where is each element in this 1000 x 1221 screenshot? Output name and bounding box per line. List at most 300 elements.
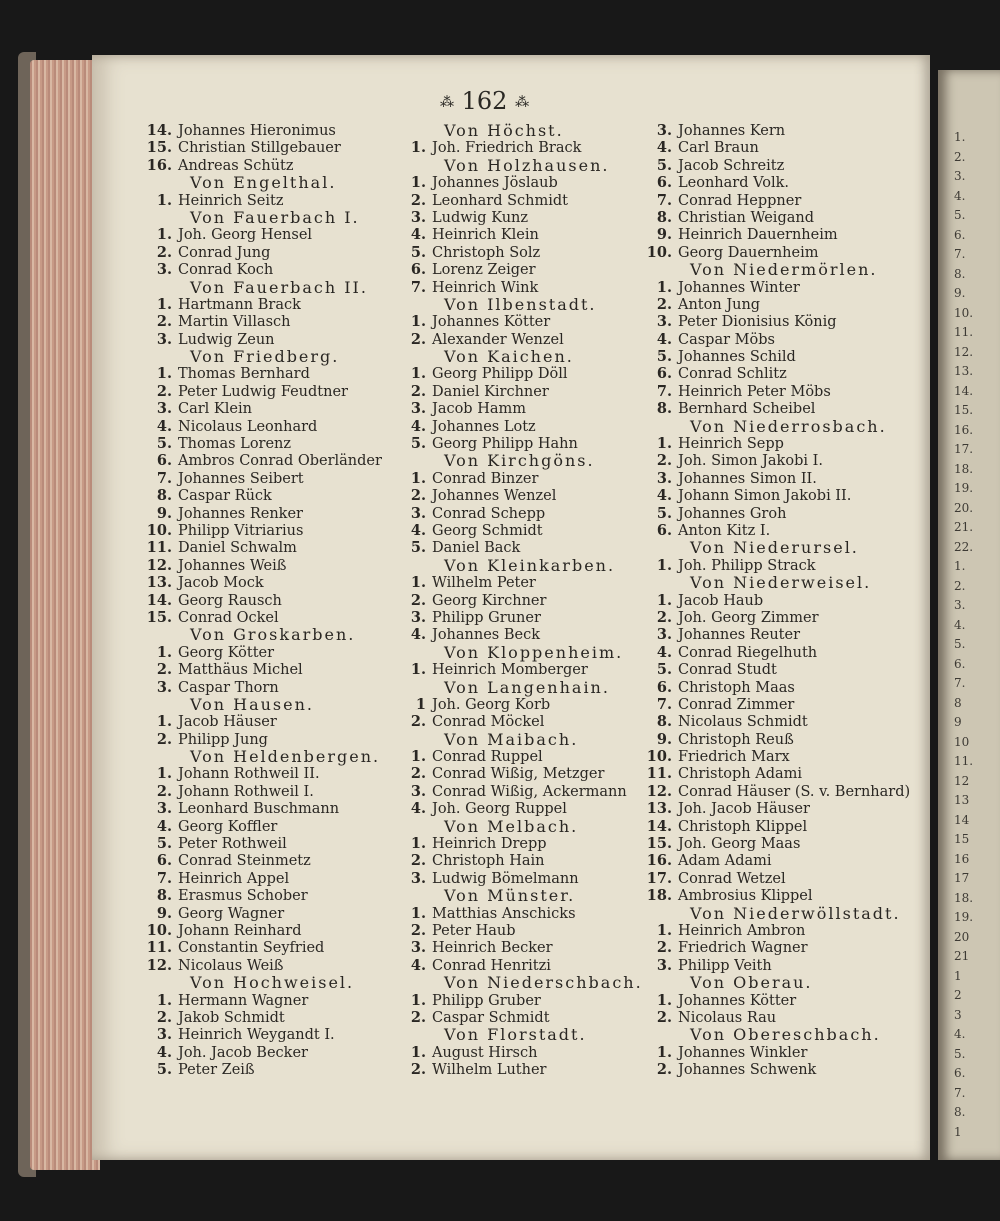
name-entry [142, 922, 382, 939]
entry-name: Johann Rothweil II. [178, 766, 320, 783]
entry-name: Johannes Kötter [432, 314, 551, 331]
next-page-number: 1 [954, 1124, 962, 1139]
next-page-number: 2. [954, 578, 966, 593]
entry-number: 1. [410, 174, 426, 192]
name-entry [142, 661, 382, 678]
next-page-number: 21. [954, 520, 974, 534]
entry-number: 6. [656, 174, 672, 192]
entry-number: 16. [146, 156, 172, 174]
name-entry [142, 592, 382, 609]
entry-number: 8. [156, 487, 172, 505]
entry-name: Heinrich Drepp [432, 836, 547, 853]
name-entry [142, 870, 382, 887]
entry-name: Heinrich Appel [178, 870, 290, 887]
entry-name: Ambrosius Klippel [678, 888, 813, 905]
entry-number: 2. [156, 243, 172, 261]
entry-number: 2. [156, 730, 172, 748]
column-2 [396, 122, 643, 1078]
entry-number: 1. [156, 191, 172, 209]
entry-name: Alexander Wenzel [432, 331, 564, 348]
next-page-number: 11. [954, 754, 974, 768]
entry-number: 6. [656, 365, 672, 383]
entry-number: 3. [410, 608, 426, 626]
entry-name: Martin Villasch [178, 314, 291, 331]
name-entry [142, 522, 382, 539]
entry-name: Ludwig Zeun [178, 331, 275, 348]
entry-name: Heinrich Peter Möbs [678, 383, 831, 400]
entry-number: 2. [656, 939, 672, 957]
name-entry [396, 331, 643, 348]
entry-number: 8. [156, 887, 172, 905]
entry-name: Jacob Haub [678, 592, 764, 609]
entry-name: Johannes Lotz [432, 418, 536, 435]
entry-number: 4. [410, 226, 426, 244]
entry-number: 14. [146, 122, 172, 139]
name-entry [396, 939, 643, 956]
entry-name: Conrad Möckel [432, 714, 545, 731]
entry-number: 6. [656, 521, 672, 539]
name-entry [142, 365, 382, 382]
entry-number: 5. [156, 835, 172, 853]
name-entry [396, 418, 643, 435]
name-entry [642, 992, 910, 1009]
next-page-number: 12. [954, 344, 974, 359]
entry-number: 2. [156, 782, 172, 800]
place-heading: Von Langenhain. [444, 677, 610, 697]
next-page-number: 4. [954, 188, 966, 203]
entry-number: 5. [410, 539, 426, 557]
next-page-fragment [938, 70, 1000, 1160]
entry-number: 7. [656, 191, 672, 209]
entry-name: Georg Kötter [178, 644, 275, 661]
entry-number: 4. [656, 139, 672, 157]
entry-name: Joh. Georg Maas [678, 836, 801, 853]
entry-number: 1. [410, 469, 426, 487]
name-entry [396, 574, 643, 591]
entry-number: 4. [156, 817, 172, 835]
entry-name: Nicolaus Weiß [178, 957, 284, 974]
place-heading: Von Kloppenheim. [444, 642, 624, 662]
entry-name: Heinrich Ambron [678, 922, 806, 939]
name-entry [396, 748, 643, 765]
entry-number: 1. [410, 748, 426, 766]
entry-name: Conrad Riegelhuth [678, 644, 818, 661]
entry-name: Joh. Philipp Strack [678, 557, 816, 574]
name-entry [396, 992, 643, 1009]
name-entry [142, 400, 382, 417]
name-entry [642, 244, 910, 261]
entry-name: Georg Rausch [178, 592, 282, 609]
entry-name: Conrad Jung [178, 244, 271, 261]
entry-number: 2. [410, 713, 426, 731]
next-page-number: 17. [954, 442, 974, 456]
entry-number: 1. [656, 435, 672, 453]
entry-number: 2. [156, 382, 172, 400]
entry-name: Philipp Gruner [432, 609, 541, 626]
entry-number: 3. [410, 504, 426, 522]
name-entry [642, 783, 910, 800]
name-entry [396, 470, 643, 487]
entry-number: 15. [646, 835, 672, 853]
entry-number: 11. [146, 939, 172, 957]
entry-name: Daniel Schwalm [178, 540, 297, 557]
place-heading: Von Florstadt. [444, 1025, 587, 1045]
next-page-number: 13. [954, 364, 974, 378]
entry-number: 3. [156, 330, 172, 348]
entry-name: Thomas Lorenz [178, 436, 292, 453]
name-entry [642, 731, 910, 748]
next-page-number: 1. [954, 559, 966, 573]
name-entry [642, 922, 910, 939]
entry-number: 4. [410, 521, 426, 539]
entry-number: 4. [656, 643, 672, 661]
entry-number: 2. [656, 608, 672, 626]
next-page-number: 17 [954, 871, 970, 885]
name-entry [642, 939, 910, 956]
name-entry [142, 609, 382, 626]
entry-number: 2. [410, 382, 426, 400]
name-entry [642, 592, 910, 609]
name-entry [396, 592, 643, 609]
entry-name: Georg Dauernheim [678, 244, 819, 261]
entry-number: 16. [646, 852, 672, 870]
place-heading: Von Holzhausen. [444, 155, 610, 175]
name-entry [396, 226, 643, 243]
entry-number: 4. [656, 330, 672, 348]
entry-name: Georg Kirchner [432, 592, 547, 609]
entry-name: Jacob Häuser [178, 714, 277, 731]
entry-number: 2. [410, 1008, 426, 1026]
entry-number: 2. [656, 1008, 672, 1026]
entry-name: Caspar Rück [178, 488, 272, 505]
name-entry [642, 748, 910, 765]
name-entry [642, 383, 910, 400]
entry-number: 1. [656, 278, 672, 296]
entry-name: Johann Simon Jakobi II. [678, 488, 852, 505]
entry-name: Carl Klein [178, 401, 252, 418]
name-entry [642, 557, 910, 574]
name-entry [642, 122, 910, 139]
name-entry [642, 400, 910, 417]
entry-number: 1. [410, 313, 426, 331]
entry-number: 2. [156, 1008, 172, 1026]
entry-name: Heinrich Becker [432, 940, 553, 957]
next-page-number: 6. [954, 656, 966, 671]
name-entry [396, 244, 643, 261]
entry-number: 8. [656, 713, 672, 731]
entry-number: 11. [146, 539, 172, 557]
next-page-number: 6. [954, 1066, 966, 1080]
place-heading: Von Maibach. [444, 729, 579, 749]
name-entry [642, 661, 910, 678]
place-heading: Von Fauerbach II. [190, 277, 368, 297]
place-heading: Von Münster. [444, 886, 576, 906]
name-entry [142, 992, 382, 1009]
entry-name: Anton Kitz I. [678, 522, 771, 539]
entry-name: Matthias Anschicks [432, 905, 576, 922]
name-entry [642, 331, 910, 348]
entry-name: Nicolaus Schmidt [678, 714, 808, 731]
place-heading: Von Kleinkarben. [444, 555, 616, 575]
entry-number: 1. [410, 991, 426, 1009]
name-entry [142, 1009, 382, 1026]
entry-number: 1. [156, 991, 172, 1009]
name-entry [396, 539, 643, 556]
entry-number: 4. [156, 417, 172, 435]
next-page-number: 16. [954, 422, 974, 437]
entry-name: Andreas Schütz [178, 157, 294, 174]
entry-name: Peter Zeiß [178, 1062, 255, 1079]
name-entry [642, 279, 910, 296]
column-3 [642, 122, 910, 1078]
entry-name: Daniel Kirchner [432, 383, 549, 400]
name-entry [396, 626, 643, 643]
entry-name: Johannes Seibert [178, 470, 304, 487]
place-heading: Von Kaichen. [444, 347, 574, 367]
entry-number: 5. [156, 1061, 172, 1079]
entry-number: 7. [156, 469, 172, 487]
entry-number: 14. [146, 591, 172, 609]
name-entry [142, 244, 382, 261]
entry-name: Ludwig Bömelmann [432, 870, 579, 887]
place-heading: Von Ilbenstadt. [444, 294, 597, 314]
entry-number: 2. [156, 313, 172, 331]
name-entry [642, 365, 910, 382]
entry-name: Georg Wagner [178, 905, 285, 922]
entry-name: Peter Ludwig Feudtner [178, 383, 348, 400]
name-entry [142, 261, 382, 278]
name-entry [142, 713, 382, 730]
next-page-number: 3. [954, 598, 966, 612]
next-page-number: 14 [954, 812, 970, 827]
entry-name: Heinrich Sepp [678, 436, 784, 453]
entry-name: Wilhelm Luther [432, 1062, 547, 1079]
name-entry [142, 418, 382, 435]
entry-number: 10. [646, 748, 672, 766]
entry-name: Leonhard Buschmann [178, 801, 340, 818]
name-entry [396, 713, 643, 730]
name-entry [142, 435, 382, 452]
entry-number: 13. [646, 800, 672, 818]
name-entry [396, 435, 643, 452]
entry-name: Thomas Bernhard [178, 366, 310, 383]
entry-name: Friedrich Marx [678, 749, 790, 766]
name-entry [142, 313, 382, 330]
entry-number: 9. [156, 904, 172, 922]
entry-number: 4. [410, 626, 426, 644]
entry-name: Jakob Schmidt [178, 1009, 285, 1026]
entry-number: 10. [646, 243, 672, 261]
entry-name: Joh. Jacob Becker [178, 1044, 308, 1061]
next-page-number: 8. [954, 1105, 966, 1119]
entry-number: 14. [646, 817, 672, 835]
entry-name: Philipp Gruber [432, 992, 541, 1009]
name-entry [642, 626, 910, 643]
name-entry [142, 383, 382, 400]
next-page-number: 12 [954, 773, 970, 788]
entry-number: 9. [156, 504, 172, 522]
entry-name: Constantin Seyfried [178, 940, 325, 957]
entry-name: Conrad Binzer [432, 470, 539, 487]
name-entry [142, 905, 382, 922]
name-entry [142, 226, 382, 243]
next-page-number: 18. [954, 890, 974, 905]
page-number [440, 87, 529, 115]
entry-name: Ludwig Kunz [432, 209, 529, 226]
entry-number: 1. [156, 713, 172, 731]
entry-number: 1. [410, 835, 426, 853]
name-entry [642, 157, 910, 174]
place-heading: Von Hochweisel. [190, 973, 355, 993]
entry-name: Carl Braun [678, 140, 759, 157]
entry-number: 1. [410, 365, 426, 383]
name-entry [396, 800, 643, 817]
name-entry [642, 192, 910, 209]
entry-number: 1. [656, 1043, 672, 1061]
next-page-number: 9 [954, 715, 962, 729]
next-page-number: 4. [954, 1027, 966, 1041]
name-entry [142, 539, 382, 556]
next-page-number: 2. [954, 149, 966, 164]
entry-number: 1. [410, 1043, 426, 1061]
entry-number: 2. [410, 765, 426, 783]
entry-number: 2. [656, 295, 672, 313]
name-entry [142, 157, 382, 174]
next-page-number: 15 [954, 832, 970, 846]
place-heading: Von Höchst. [444, 121, 564, 140]
entry-number: 4. [156, 1043, 172, 1061]
entry-number: 1. [656, 556, 672, 574]
name-entry [642, 852, 910, 869]
name-entry [642, 679, 910, 696]
name-entry [142, 557, 382, 574]
entry-number: 11. [646, 765, 672, 783]
name-entry [396, 870, 643, 887]
name-entry [142, 783, 382, 800]
entry-name: Jacob Mock [178, 575, 264, 592]
entry-name: Christoph Hain [432, 853, 545, 870]
next-page-number: 2 [954, 988, 962, 1002]
entry-number: 9. [656, 730, 672, 748]
entry-name: Leonhard Volk. [678, 175, 789, 192]
place-heading: Von Niederrosbach. [690, 416, 887, 436]
entry-name: Heinrich Momberger [432, 662, 588, 679]
name-entry [642, 505, 910, 522]
entry-name: Jacob Hamm [432, 401, 526, 418]
entry-number: 12. [646, 782, 672, 800]
entry-number: 18. [646, 887, 672, 905]
entry-number: 3. [156, 261, 172, 279]
entry-number: 3. [410, 939, 426, 957]
name-entry [396, 522, 643, 539]
page-number-value: 162 [461, 87, 508, 115]
entry-number: 3. [410, 208, 426, 226]
entry-number: 3. [156, 400, 172, 418]
entry-number: 3. [410, 869, 426, 887]
entry-number: 3. [410, 782, 426, 800]
name-entry [142, 296, 382, 313]
entry-name: Conrad Steinmetz [178, 853, 311, 870]
name-entry [142, 139, 382, 156]
next-page-number: 22. [954, 539, 974, 554]
entry-name: Conrad Heppner [678, 192, 802, 209]
entry-name: Adam Adami [678, 853, 772, 870]
entry-number: 10. [146, 521, 172, 539]
entry-name: Johann Rothweil I. [178, 783, 314, 800]
name-entry [396, 400, 643, 417]
place-heading: Von Groskarben. [190, 625, 356, 645]
entry-name: Johannes Jöslaub [432, 175, 558, 192]
name-entry [396, 365, 643, 382]
next-page-number: 10. [954, 305, 974, 320]
entry-number: 5. [656, 348, 672, 366]
entry-name: Johannes Wenzel [432, 488, 557, 505]
name-entry [142, 939, 382, 956]
name-entry [396, 765, 643, 782]
entry-name: Conrad Studt [678, 662, 777, 679]
entry-name: Wilhelm Peter [432, 575, 536, 592]
name-entry [142, 192, 382, 209]
entry-name: Johannes Schwenk [678, 1062, 817, 1079]
next-page-number: 7. [954, 1085, 966, 1100]
next-page-number: 9. [954, 286, 966, 300]
entry-name: Hartmann Brack [178, 296, 301, 313]
name-entry [642, 226, 910, 243]
entry-number: 2. [410, 487, 426, 505]
entry-name: Johannes Hieronimus [178, 123, 336, 139]
entry-number: 7. [656, 382, 672, 400]
entry-name: Conrad Wißig, Ackermann [432, 783, 627, 800]
entry-number: 8. [656, 208, 672, 226]
entry-number: 4. [410, 800, 426, 818]
entry-name: Joh. Georg Hensel [178, 227, 313, 244]
entry-name: Joh. Jacob Häuser [678, 801, 810, 818]
entry-name: Nicolaus Rau [678, 1009, 777, 1026]
name-entry [142, 1026, 382, 1043]
next-page-number: 13 [954, 793, 970, 807]
name-entry [396, 905, 643, 922]
entry-name: Johannes Kern [678, 123, 786, 139]
name-entry [642, 313, 910, 330]
name-entry [396, 922, 643, 939]
entry-number: 9. [656, 226, 672, 244]
entry-name: Conrad Henritzi [432, 957, 551, 974]
entry-name: Johannes Kötter [678, 992, 797, 1009]
name-entry [642, 487, 910, 504]
name-entry [142, 800, 382, 817]
place-heading: Von Niederursel. [690, 538, 859, 558]
entry-name: Joh. Simon Jakobi I. [678, 453, 823, 470]
entry-number: 3. [656, 956, 672, 974]
entry-name: Christian Weigand [678, 209, 814, 226]
name-entry [396, 192, 643, 209]
entry-number: 2. [410, 191, 426, 209]
name-entry [642, 209, 910, 226]
place-heading: Von Obereschbach. [690, 1025, 881, 1045]
name-entry [396, 609, 643, 626]
entry-number: 3. [656, 626, 672, 644]
entry-name: Conrad Ockel [178, 609, 279, 626]
entry-number: 4. [656, 487, 672, 505]
ornament-right: ⁂ [515, 94, 530, 111]
name-entry [396, 783, 643, 800]
next-page-number: 8. [954, 266, 966, 281]
entry-number: 5. [156, 435, 172, 453]
name-entry [142, 505, 382, 522]
entry-name: Johannes Renker [178, 505, 303, 522]
entry-name: Caspar Möbs [678, 331, 775, 348]
name-entry [142, 818, 382, 835]
